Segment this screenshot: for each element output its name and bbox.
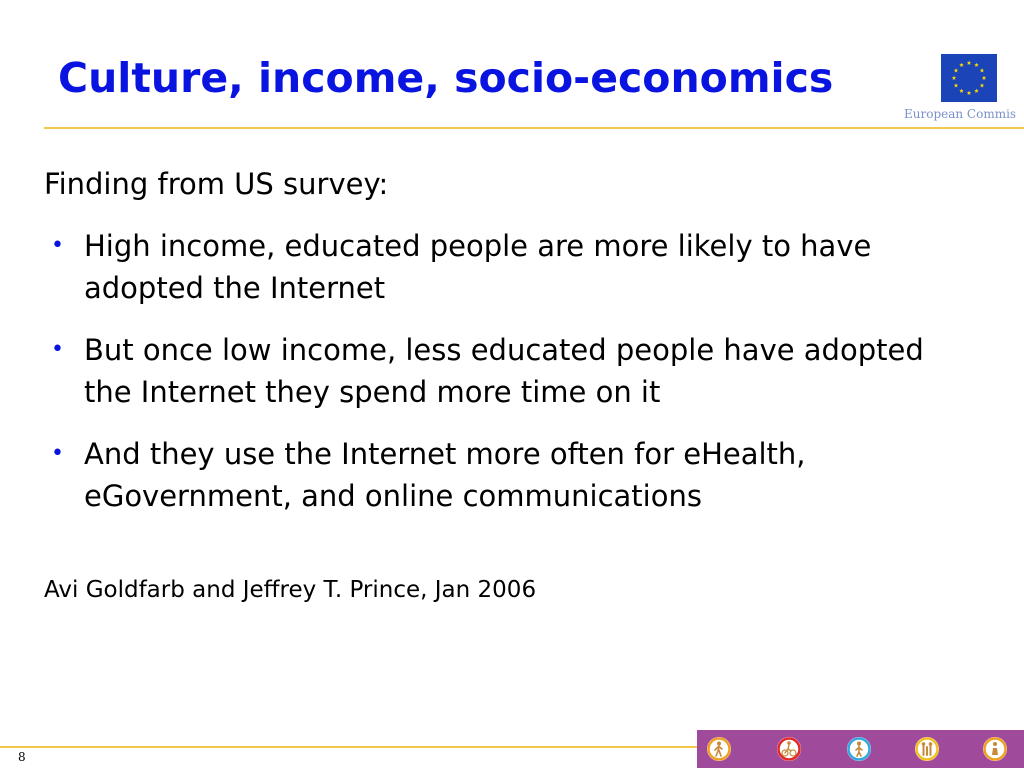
person-seated-icon (983, 737, 1007, 761)
bullet-dot-icon: • (51, 337, 64, 362)
european-commission-logo (900, 50, 1024, 126)
title-divider (44, 127, 1024, 129)
bullet-item (44, 329, 944, 413)
person-standing-icon (847, 737, 871, 761)
logo-text: European Commis (904, 107, 1017, 121)
page-number: 8 (18, 750, 26, 764)
footer-divider (0, 746, 697, 748)
eu-star-icon (974, 63, 979, 67)
intro-text: Finding from US survey: (44, 167, 389, 201)
eu-star-icon (974, 89, 979, 93)
eu-star-icon (980, 83, 985, 87)
eu-star-icon (982, 76, 987, 80)
eu-star-icon (959, 63, 964, 67)
eu-star-icon (952, 76, 957, 80)
person-walking-icon (707, 737, 731, 761)
eu-star-icon (967, 91, 972, 95)
eu-star-icon (954, 68, 959, 72)
bullet-item (44, 225, 944, 309)
group-people-icon (915, 737, 939, 761)
bullet-list (44, 225, 944, 537)
eu-flag-icon (941, 54, 997, 102)
eu-star-icon (967, 61, 972, 65)
citation: Avi Goldfarb and Jeffrey T. Prince, Jan 2006 (44, 577, 537, 603)
person-cycling-icon (777, 737, 801, 761)
bullet-dot-icon: • (51, 441, 64, 466)
bullet-text: And they use the Internet more often for eHealth, eGovernment, and online communications (84, 437, 806, 513)
bullet-text: But once low income, less educated people have adopted the Internet they spend more time on it (84, 333, 924, 409)
eu-star-icon (954, 83, 959, 87)
bullet-dot-icon: • (51, 233, 64, 258)
bullet-text: High income, educated people are more likely to have adopted the Internet (84, 229, 872, 305)
footer-icon-band (697, 730, 1024, 768)
bullet-item (44, 433, 944, 517)
slide-title: Culture, income, socio-economics (58, 54, 834, 102)
eu-star-icon (980, 68, 985, 72)
eu-star-icon (959, 89, 964, 93)
